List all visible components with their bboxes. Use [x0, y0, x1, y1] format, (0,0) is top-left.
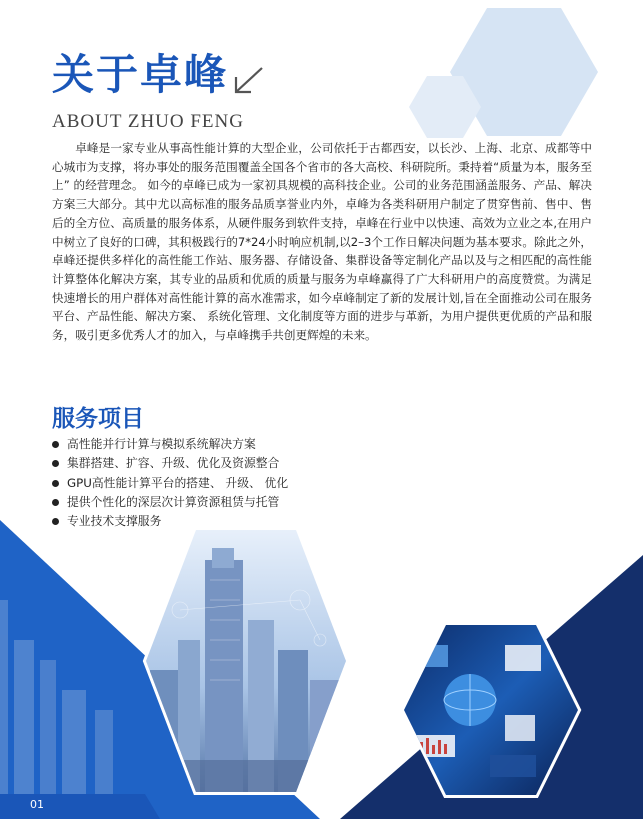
bullet-dot-icon — [52, 518, 59, 525]
service-item-label: GPU高性能计算平台的搭建、 升级、 优化 — [67, 475, 289, 490]
service-item-label: 专业技术支撑服务 — [67, 514, 162, 529]
services-heading: 服务项目 — [52, 406, 144, 432]
bullet-dot-icon — [52, 499, 59, 506]
page-subtitle-en: ABOUT ZHUO FENG — [52, 111, 244, 132]
page-number-bar — [0, 794, 160, 819]
service-item — [52, 474, 288, 493]
arrow-down-left-icon — [232, 66, 266, 96]
service-item-label: 提供个性化的深层次计算资源租赁与托管 — [67, 494, 280, 509]
service-item — [52, 493, 288, 512]
bullet-dot-icon — [52, 460, 59, 467]
page-number: 01 — [30, 798, 44, 811]
bullet-dot-icon — [52, 441, 59, 448]
intro-paragraph: 卓峰是一家专业从事高性能计算的大型企业，公司依托于古都西安，以长沙、上海、北京、成都等中心城市为支撑，将办事处的服务范围覆盖全国各个省市的各大高校、科研院所。秉持着“质量为本，服务至上” 的经营理念。 如今的卓峰已成为一家初具规模的高科技企业。公司的业务范围涵盖服务、产品、解决方案三大部分。其中尤以高标准的服务品质享誉业内外，卓峰为各类科研用户制定了贯穿售前、售中、售后的全方位、高质量的服务体系，从硬件服务到软件支持，卓峰在行业中以快速、高效为立业之本,在用户中树立了良好的口碑，其积极践行的7*24小时响应机制,以2–3个工作日解决问题为基本要求。除此之外，卓峰还提供多样化的高性能工作站、服务器、存储设备、集群设备等定制化产品以及与之相匹配的高性能计算整体化解决方案，其专业的品质和优质的质量与服务为卓峰赢得了广大科研用户的高度赞赏。为满足快速增长的用户群体对高性能计算的高水准需求，如今卓峰制定了新的发展计划,旨在全面推动公司在服务平台、产品性能、解决方案、 系统化管理、文化制度等方面的进步与革新，为用户提供更优质的产品和服务，吸引更多优秀人才的加入，与卓峰携手共创更辉煌的未来。 — [52, 141, 592, 343]
service-item — [52, 512, 288, 531]
service-item — [52, 454, 288, 473]
bullet-dot-icon — [52, 480, 59, 487]
service-item-label: 集群搭建、扩容、升级、优化及资源整合 — [67, 456, 280, 471]
service-item-label: 高性能并行计算与模拟系统解决方案 — [67, 437, 256, 451]
page-title: 关于卓峰 — [52, 50, 229, 99]
services-list — [52, 435, 288, 531]
service-item — [52, 435, 288, 454]
